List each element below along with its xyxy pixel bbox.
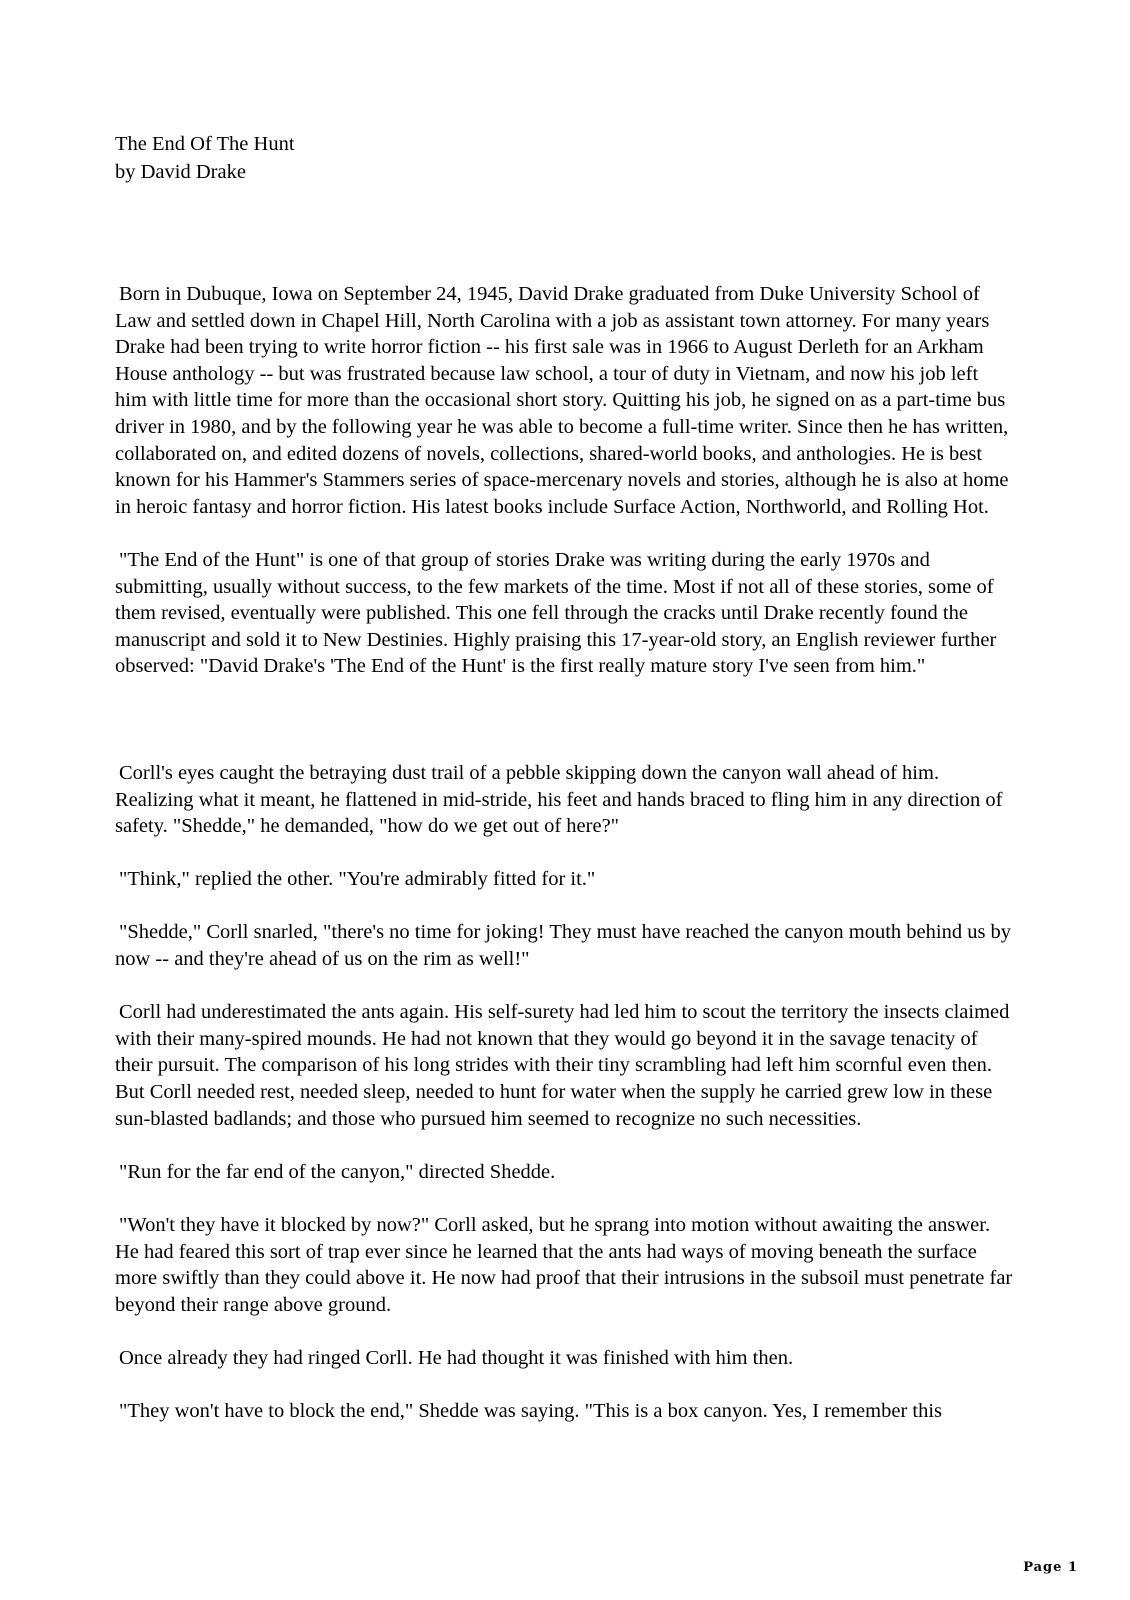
title-block: [115, 130, 1015, 186]
story-paragraph-1: Corll's eyes caught the betraying dust trail of a pebble skipping down the canyon wall ahead of him. Realizing what it meant, he flattened in mid-stride, his feet and hands braced to fling him in any direction of safety. "Shedde," he demanded, "how do we get out of here?": [115, 761, 1003, 838]
story-paragraph-8: "They won't have to block the end," Shedde was saying. "This is a box canyon. Yes, I remember this: [119, 1400, 943, 1423]
document-byline: by David Drake: [115, 161, 246, 183]
spacer: [115, 1132, 1015, 1159]
story-paragraph-3: "Shedde," Corll snarled, "there's no time for joking! They must have reached the canyon mouth behind us by now -- and they're ahead of us on the rim as well!": [115, 921, 1012, 971]
story-paragraph-7: Once already they had ringed Corll. He had thought it was finished with him then.: [119, 1346, 794, 1369]
spacer: [115, 1372, 1015, 1399]
story-paragraph-2: "Think," replied the other. "You're admirably fitted for it.": [119, 868, 596, 891]
intro-paragraph-2: "The End of the Hunt" is one of that group of stories Drake was writing during the early 1970s and submitting, usually without success, to the few markets of the time. Most if not all of these stories, some of them revised, eventually were published. This one fell through the cracks until Drake recently found the manuscript and sold it to New Destinies. Highly praising this 17-year-old story, an English reviewer further observed: "David Drake's 'The End of the Hunt' is the first really mature story I've seen from him.": [115, 548, 997, 678]
spacer: [115, 840, 1015, 867]
document-page: [115, 130, 1015, 1425]
spacer: [115, 973, 1015, 1000]
spacer: [115, 520, 1015, 547]
story-paragraph-6: "Won't they have it blocked by now?" Corll asked, but he sprang into motion without awaiting the answer. He had feared this sort of trap ever since he learned that the ants had ways of moving beneath the surface more swiftly than they could above it. He now had proof that their intrusions in the subsoil must penetrate far beyond their range above ground.: [115, 1214, 1013, 1316]
spacer: [115, 1318, 1015, 1345]
story-paragraph-4: Corll had underestimated the ants again. His self-surety had led him to scout the territory the insects claimed with their many-spired mounds. He had not known that they would go beyond it in the savage tenacity of their pursuit. The comparison of his long strides with their tiny scrambling had left him scornful even then. But Corll needed rest, needed sleep, needed to hunt for water when the supply he carried grew low in these sun-blasted badlands; and those who pursued him seemed to recognize no such necessities.: [115, 1001, 1010, 1130]
spacer: [115, 893, 1015, 920]
story-section: [115, 760, 1015, 1425]
intro-paragraph-1: Born in Dubuque, Iowa on September 24, 1945, David Drake graduated from Duke University School of Law and settled down in Chapel Hill, North Carolina with a job as assistant town attorney. For many years Drake had been trying to write horror fiction -- his first sale was in 1966 to August Derleth for an Arkham House anthology -- but was frustrated because law school, a tour of duty in Vietnam, and now his job left him with little time for more than the occasional short story. Quitting his job, he signed on as a part-time bus driver in 1980, and by the following year he was able to become a full-time writer. Since then he has written, collaborated on, and edited dozens of novels, collections, shared-world books, and anthologies. He is best known for his Hammer's Stammers series of space-mercenary novels and stories, although he is also at home in heroic fantasy and horror fiction. His latest books include Surface Action, Northworld, and Rolling Hot.: [115, 283, 1009, 518]
spacer: [115, 186, 1015, 281]
document-title: The End Of The Hunt: [115, 133, 295, 155]
story-paragraph-5: "Run for the far end of the canyon," directed Shedde.: [119, 1160, 556, 1183]
spacer: [115, 1185, 1015, 1212]
page-number: Page 1: [1023, 1560, 1078, 1575]
intro-section: [115, 281, 1015, 680]
spacer: [115, 680, 1015, 760]
